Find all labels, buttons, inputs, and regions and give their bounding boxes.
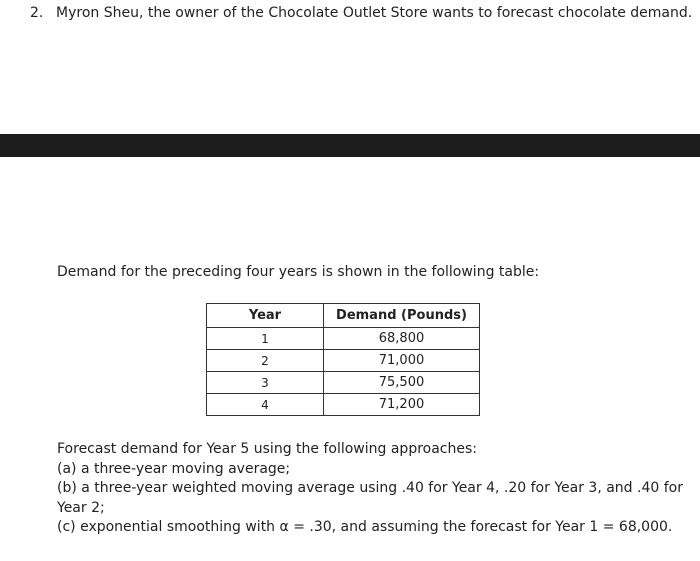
table-row [207, 350, 480, 372]
demand-cell: 68,800 [324, 328, 480, 350]
demand-cell: 75,500 [324, 372, 480, 394]
task-c: (c) exponential smoothing with α = .30, and assuming the forecast for Year 1 = 68,000. [57, 519, 673, 535]
demand-cell: 71,200 [324, 394, 480, 416]
table-row [207, 372, 480, 394]
table-row [207, 328, 480, 350]
table-row [207, 394, 480, 416]
table-intro: Demand for the preceding four years is shown in the following table: [57, 264, 540, 280]
year-cell: 1 [207, 328, 324, 350]
demand-cell: 71,000 [324, 350, 480, 372]
year-cell: 2 [207, 350, 324, 372]
question-heading [30, 4, 692, 22]
question-text: Myron Sheu, the owner of the Chocolate Outlet Store wants to forecast chocolate demand. [56, 5, 693, 21]
forecast-tasks [57, 440, 693, 538]
tasks-lead: Forecast demand for Year 5 using the following approaches: [57, 441, 477, 457]
demand-table [206, 303, 480, 416]
year-header: Year [207, 304, 324, 328]
year-cell: 4 [207, 394, 324, 416]
table-header-row [207, 304, 480, 328]
task-b: (b) a three-year weighted moving average using .40 for Year 4, .20 for Year 3, and .40 for Year 2; [57, 480, 683, 516]
redaction-bar [0, 134, 700, 157]
task-a: (a) a three-year moving average; [57, 460, 291, 477]
question-number: 2. [30, 5, 44, 21]
demand-header: Demand (Pounds) [324, 304, 480, 328]
year-cell: 3 [207, 372, 324, 394]
